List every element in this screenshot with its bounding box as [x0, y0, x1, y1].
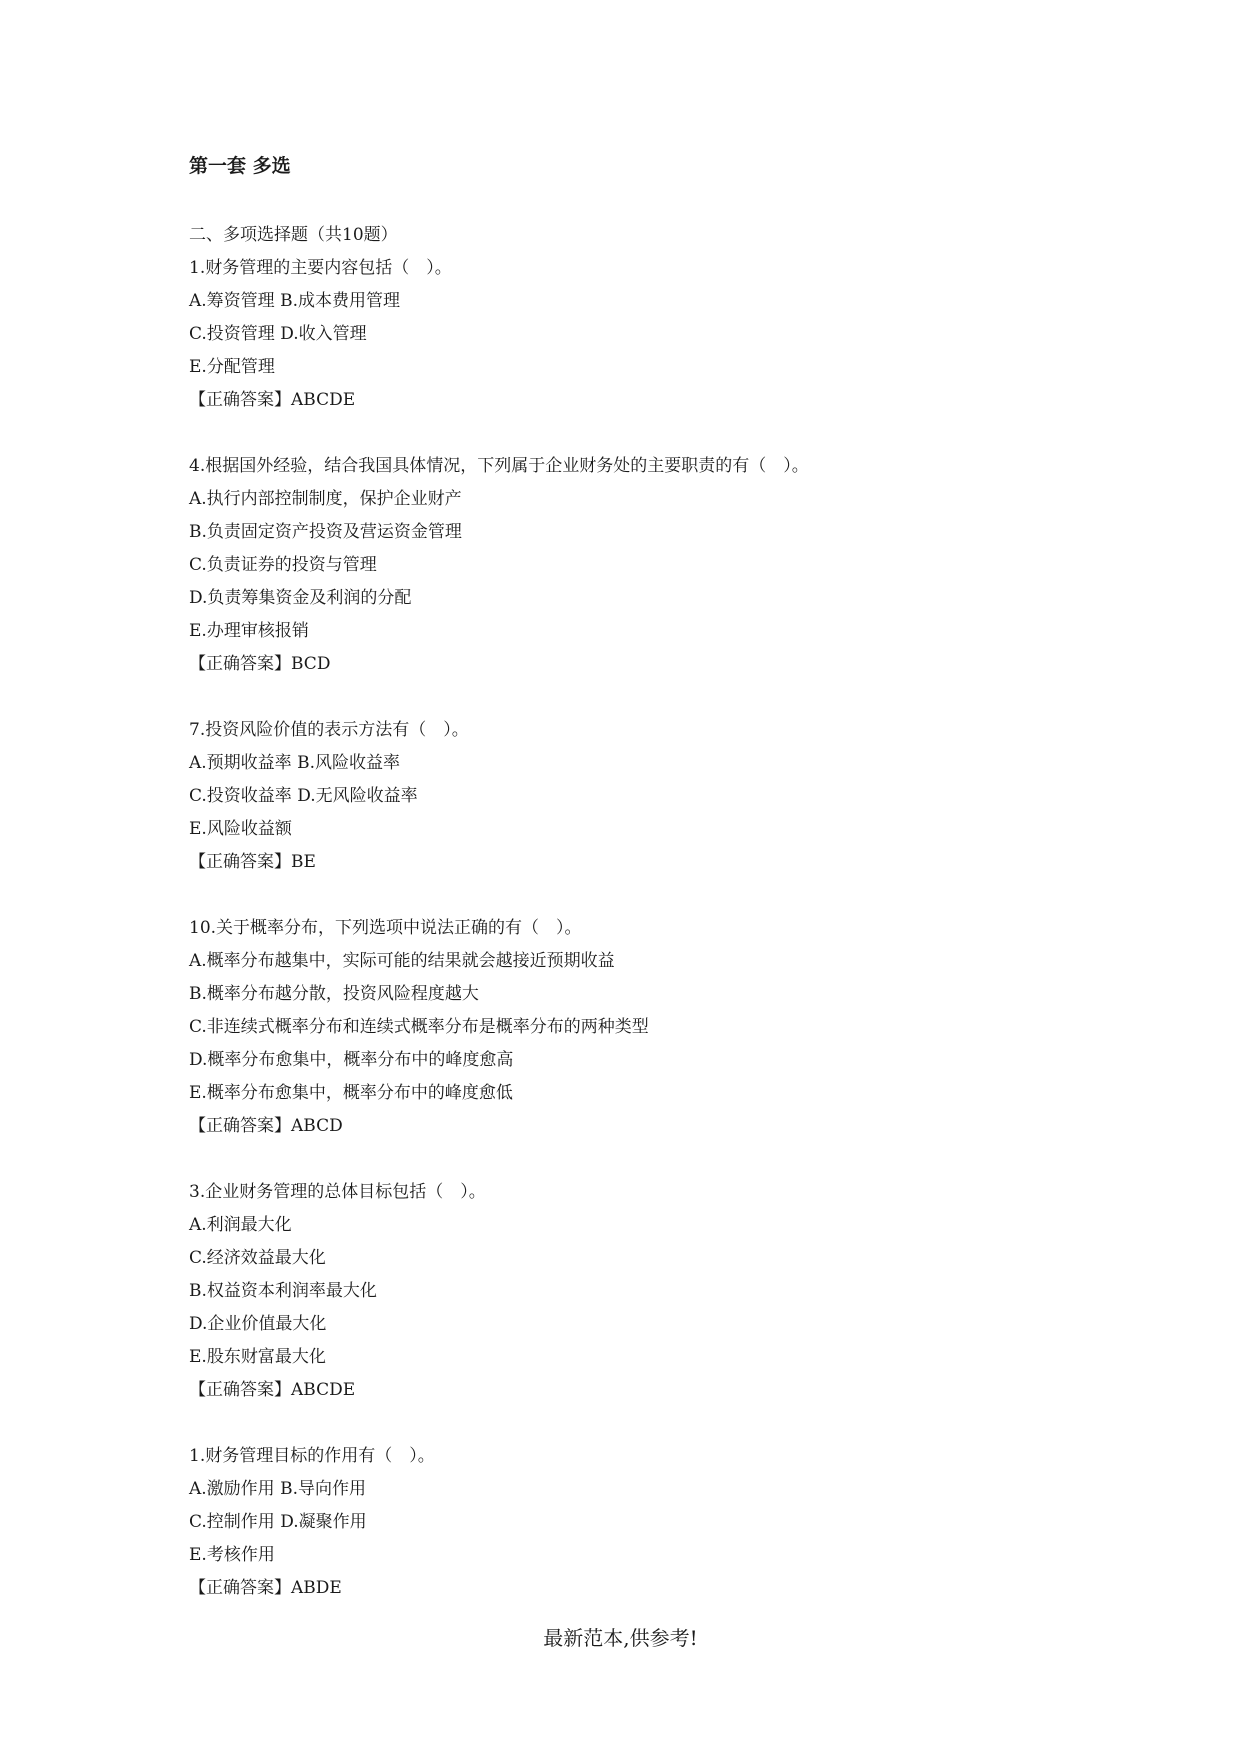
- question-answer: 【正确答案】ABCD: [189, 1116, 343, 1136]
- question-option: C.投资管理 D.收入管理: [189, 324, 367, 344]
- page-footer: 最新范本,供参考!: [543, 1626, 698, 1650]
- question-option: C.投资收益率 D.无风险收益率: [189, 786, 418, 806]
- question-list: [189, 219, 1169, 1605]
- question-stem: 1.财务管理的主要内容包括（ ）。: [189, 258, 452, 278]
- question-answer: 【正确答案】BCD: [189, 654, 331, 674]
- spacer: [189, 1407, 1169, 1440]
- spacer: [189, 879, 1169, 912]
- spacer: [189, 1143, 1169, 1176]
- question-option: B.负责固定资产投资及营运资金管理: [189, 522, 462, 542]
- question-option: E.概率分布愈集中，概率分布中的峰度愈低: [189, 1083, 513, 1103]
- question-option: A.利润最大化: [189, 1215, 292, 1235]
- question-option: B.权益资本利润率最大化: [189, 1281, 377, 1301]
- question-option: C.控制作用 D.凝聚作用: [189, 1512, 367, 1532]
- question-option: A.激励作用 B.导向作用: [189, 1479, 366, 1499]
- question-stem: 10.关于概率分布，下列选项中说法正确的有（ ）。: [189, 918, 582, 938]
- question-answer: 【正确答案】ABCDE: [189, 390, 356, 410]
- question-option: A.概率分布越集中，实际可能的结果就会越接近预期收益: [189, 951, 615, 971]
- question-option: D.负责筹集资金及利润的分配: [189, 588, 412, 608]
- question-option: D.企业价值最大化: [189, 1314, 327, 1334]
- document-title: 第一套 多选: [189, 155, 291, 177]
- question-stem: 7.投资风险价值的表示方法有（ ）。: [189, 720, 469, 740]
- question-stem: 1.财务管理目标的作用有（ ）。: [189, 1446, 435, 1466]
- question-option: C.经济效益最大化: [189, 1248, 326, 1268]
- question-option: E.办理审核报销: [189, 621, 309, 641]
- spacer: [189, 681, 1169, 714]
- question-answer: 【正确答案】ABDE: [189, 1578, 342, 1598]
- question-option: E.风险收益额: [189, 819, 292, 839]
- question-option: E.分配管理: [189, 357, 275, 377]
- question-stem: 4.根据国外经验，结合我国具体情况，下列属于企业财务处的主要职责的有（ ）。: [189, 456, 809, 476]
- question-option: C.非连续式概率分布和连续式概率分布是概率分布的两种类型: [189, 1017, 649, 1037]
- question-option: E.考核作用: [189, 1545, 275, 1565]
- question-option: C.负责证券的投资与管理: [189, 555, 377, 575]
- question-option: A.执行内部控制制度，保护企业财产: [189, 489, 462, 509]
- question-option: B.概率分布越分散，投资风险程度越大: [189, 984, 479, 1004]
- section-heading: 二、多项选择题（共10题）: [189, 225, 398, 245]
- question-option: A.筹资管理 B.成本费用管理: [189, 291, 400, 311]
- question-stem: 3.企业财务管理的总体目标包括（ ）。: [189, 1182, 486, 1202]
- spacer: [189, 417, 1169, 450]
- question-option: A.预期收益率 B.风险收益率: [189, 753, 400, 773]
- question-answer: 【正确答案】BE: [189, 852, 316, 872]
- question-answer: 【正确答案】ABCDE: [189, 1380, 356, 1400]
- question-option: E.股东财富最大化: [189, 1347, 326, 1367]
- question-option: D.概率分布愈集中，概率分布中的峰度愈高: [189, 1050, 514, 1070]
